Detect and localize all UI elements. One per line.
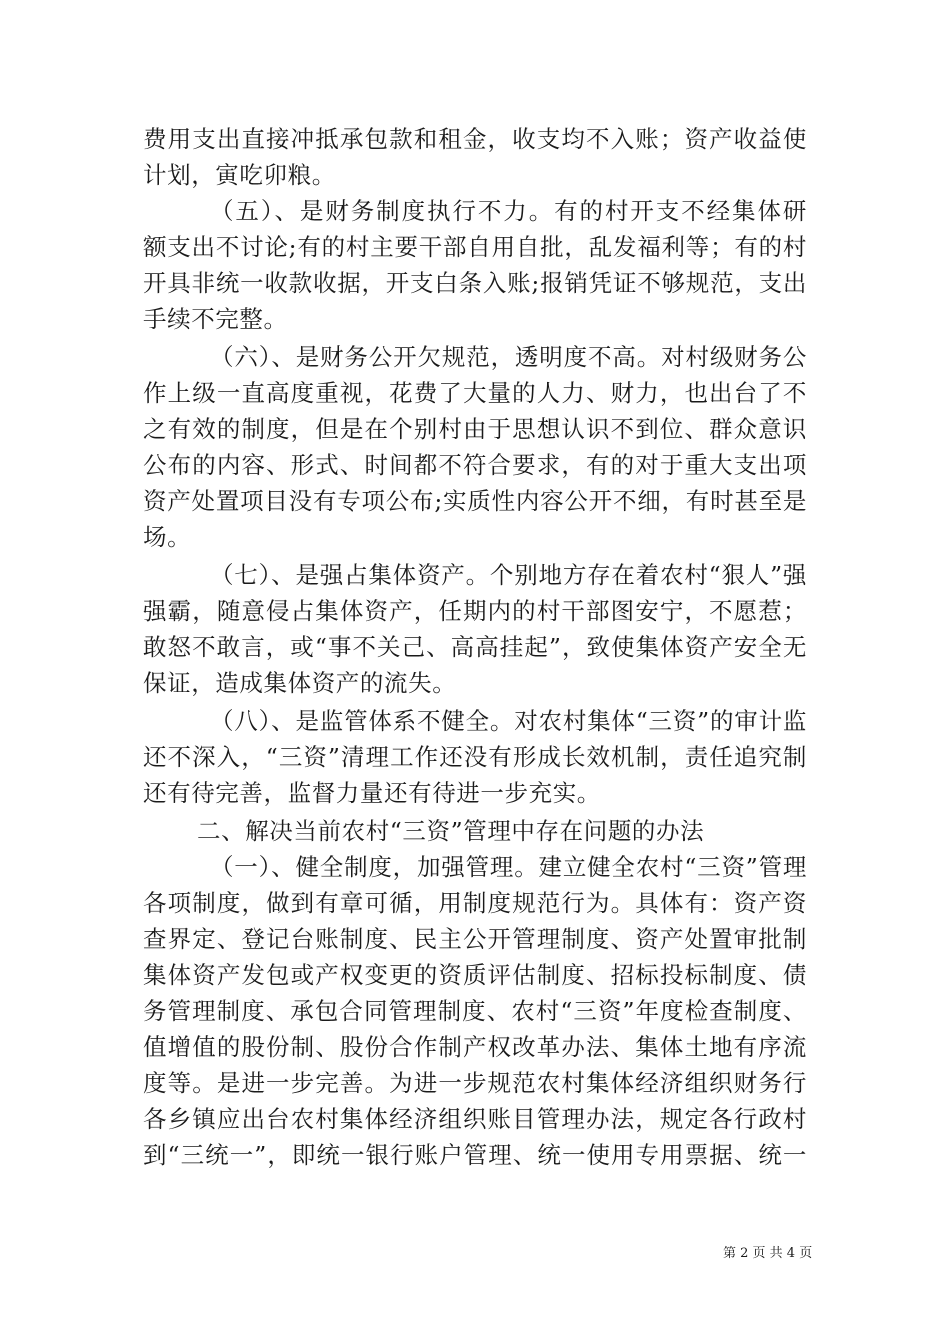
text-line: 还有待完善，监督力量还有待进一步充实。 xyxy=(143,779,601,807)
text-line: 到“三统一”，即统一银行账户管理、统一使用专用票据、统一 xyxy=(143,1141,807,1169)
text-line: 保证，造成集体资产的流失。 xyxy=(143,669,457,697)
text-line: 作上级一直高度重视，花费了大量的人力、财力，也出台了不 xyxy=(143,379,807,407)
text-line: 敢怒不敢言，或“事不关己、高高挂起”，致使集体资产安全无 xyxy=(143,633,807,661)
page-number-footer: 第 2 页 共 4 页 xyxy=(723,1246,813,1261)
text-line: 还不深入，“三资”清理工作还没有形成长效机制，责任追究制 xyxy=(143,743,807,771)
paragraph-start-line: （六）、是财务公开欠规范，透明度不高。对村级财务公 xyxy=(210,343,807,371)
section-heading: 二、解决当前农村“三资”管理中存在问题的办法 xyxy=(197,817,705,845)
text-line: 计划，寅吃卯粮。 xyxy=(143,161,336,189)
text-line: 手续不完整。 xyxy=(143,305,288,333)
paragraph-start-line: （七）、是强占集体资产。个别地方存在着农村“狠人”强 xyxy=(210,561,807,589)
text-line: 集体资产发包或产权变更的资质评估制度、招标投标制度、债 xyxy=(143,961,807,989)
text-line: 强霸，随意侵占集体资产，任期内的村干部图安宁，不愿惹； xyxy=(143,597,807,625)
text-line: 之有效的制度，但是在个别村由于思想认识不到位、群众意识 xyxy=(143,415,807,443)
text-line: 值增值的股份制、股份合作制产权改革办法、集体土地有序流 xyxy=(143,1033,807,1061)
text-line: 各项制度，做到有章可循，用制度规范行为。具体有：资产资 xyxy=(143,889,807,917)
text-line: 查界定、登记台账制度、民主公开管理制度、资产处置审批制 xyxy=(143,925,807,953)
paragraph-start-line: （八）、是监管体系不健全。对农村集体“三资”的审计监 xyxy=(210,707,807,735)
text-line: 开具非统一收款收据，开支白条入账;报销凭证不够规范，支出 xyxy=(143,269,807,297)
text-line: 度等。是进一步完善。为进一步规范农村集体经济组织财务行 xyxy=(143,1069,807,1097)
text-line: 费用支出直接冲抵承包款和租金，收支均不入账；资产收益使 xyxy=(143,125,807,153)
text-line: 资产处置项目没有专项公布;实质性内容公开不细，有时甚至是 xyxy=(143,487,807,515)
paragraph-start-line: （五）、是财务制度执行不力。有的村开支不经集体研 xyxy=(210,197,807,225)
paragraph-start-line: （一）、健全制度，加强管理。建立健全农村“三资”管理 xyxy=(210,853,807,881)
text-line: 公布的内容、形式、时间都不符合要求，有的对于重大支出项 xyxy=(143,451,807,479)
text-line: 各乡镇应出台农村集体经济组织账目管理办法，规定各行政村 xyxy=(143,1105,807,1133)
text-line: 场。 xyxy=(143,523,192,551)
text-line: 务管理制度、承包合同管理制度、农村“三资”年度检查制度、 xyxy=(143,997,807,1025)
text-line: 额支出不讨论;有的村主要干部自用自批，乱发福利等；有的村 xyxy=(143,233,807,261)
